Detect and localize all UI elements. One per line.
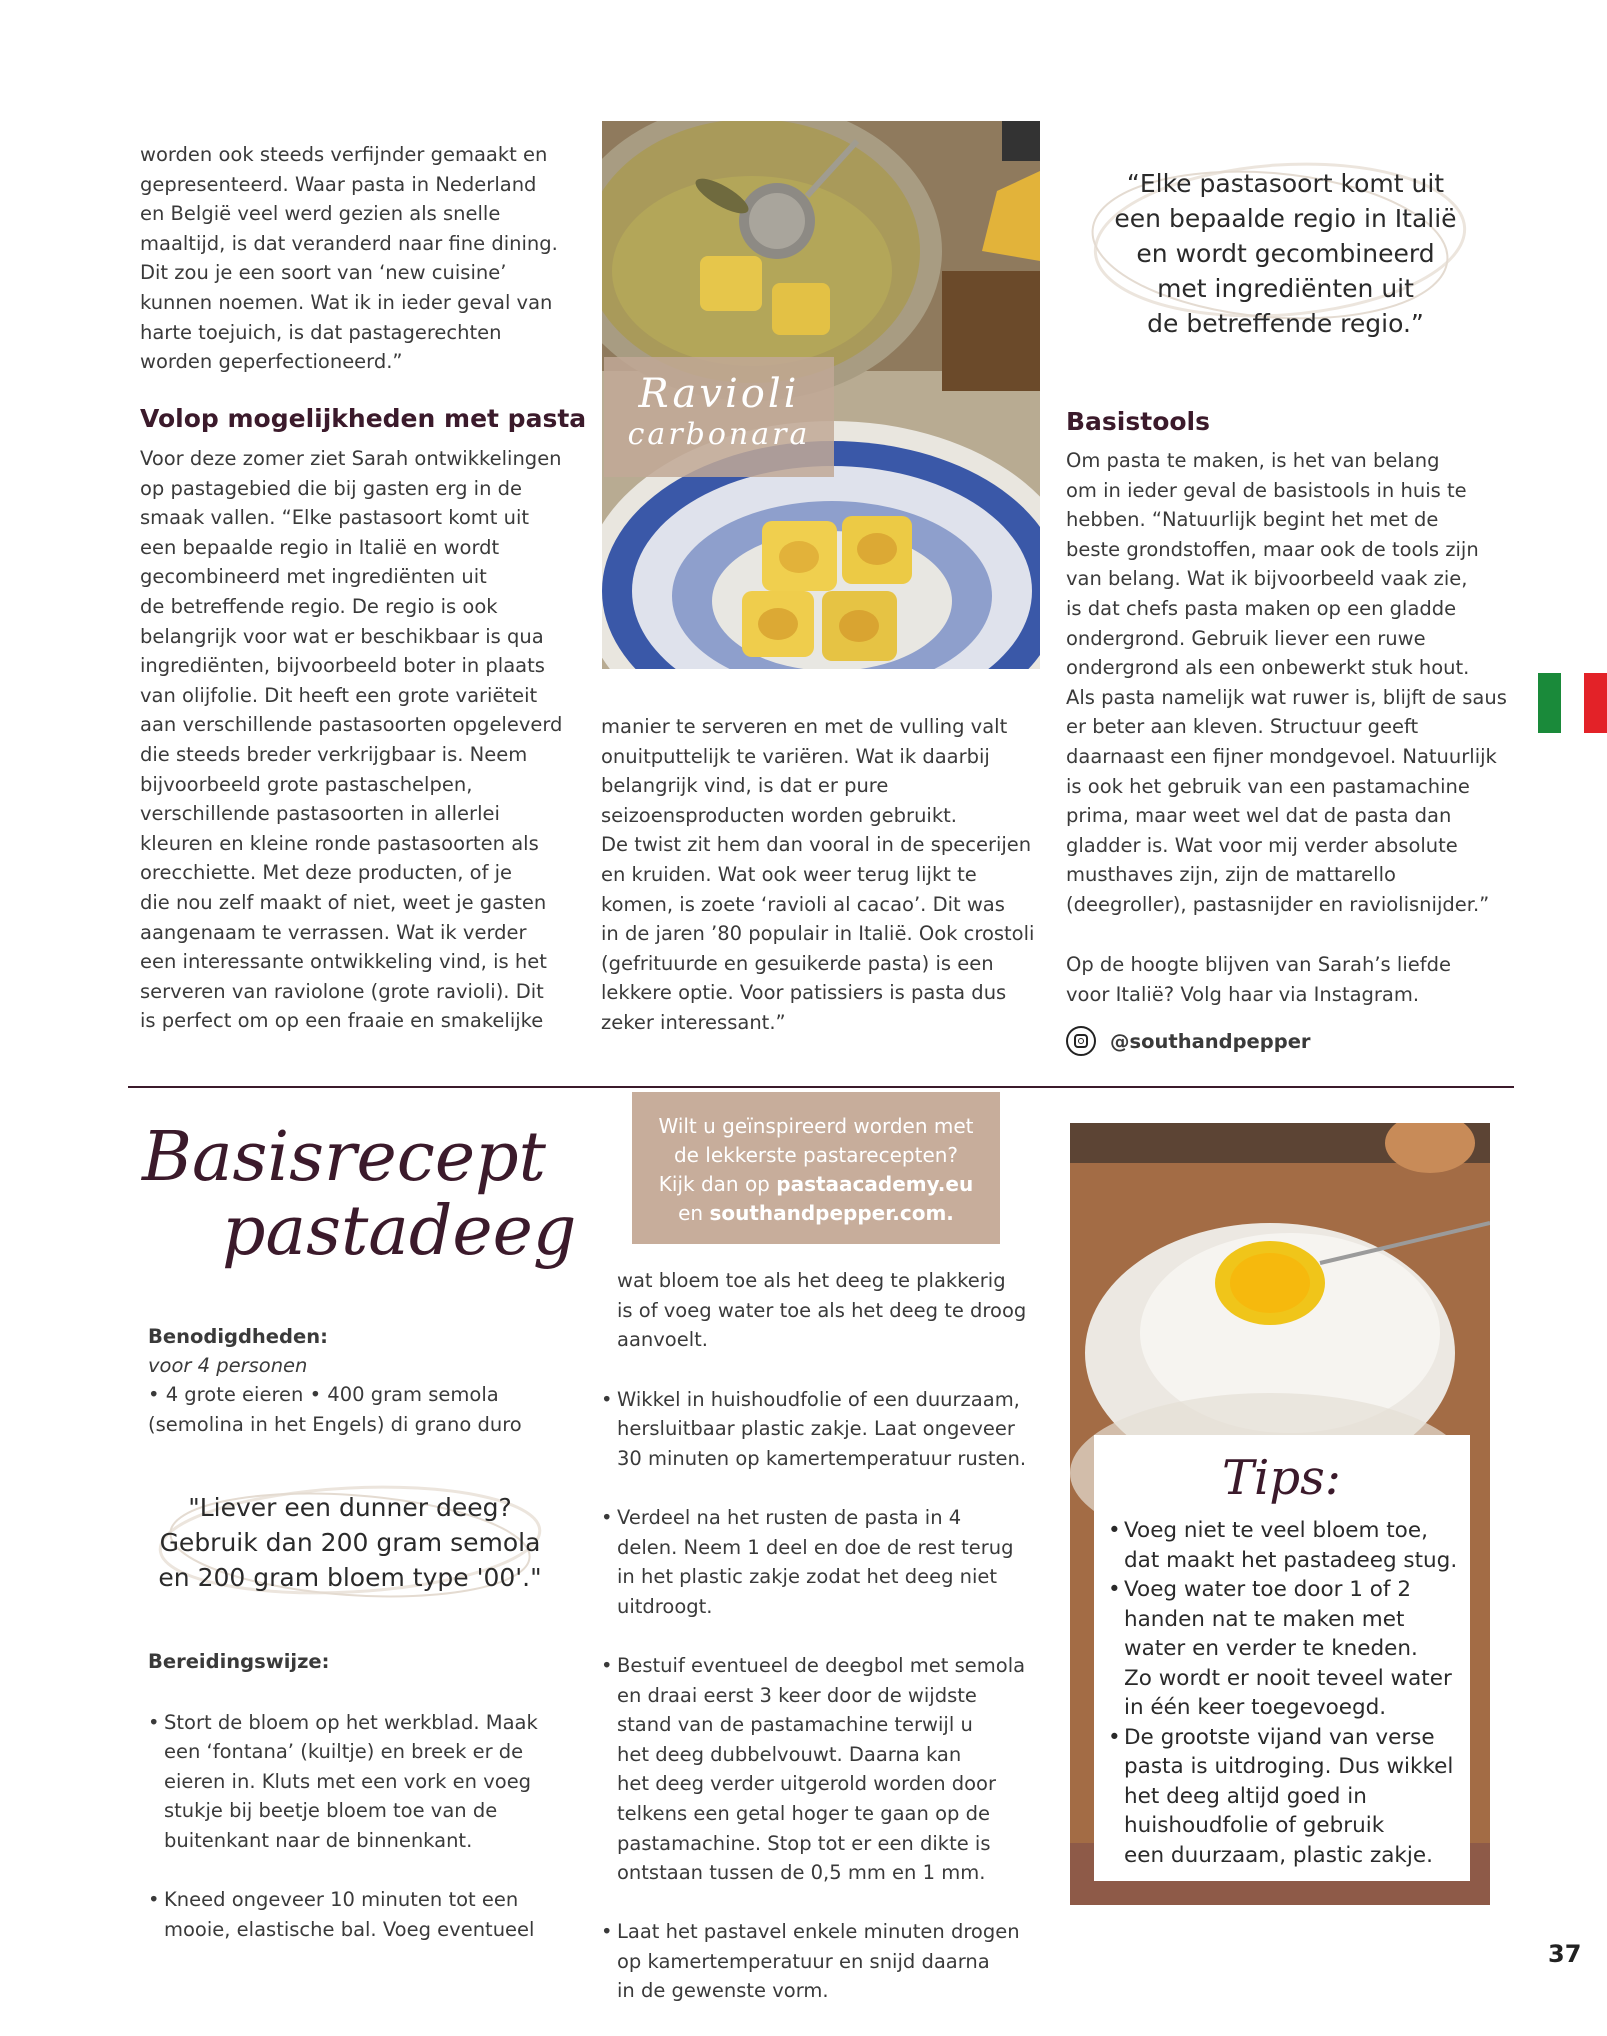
promo-line4 <box>632 1199 1000 1228</box>
col1-body: Voor deze zomer ziet Sarah ontwikkelingen op pastagebied die bij gasten erg in de smaak vallen. “Elke pastasoort komt uit een bepaalde regio in Italië en wordt gecombineerd met ingrediënten uit de betreffende regio. De regio is ook belangrijk voor wat er beschikbaar is qua ingrediënten, bijvoorbeeld boter in plaats van olijfolie. Dit heeft een grote variëteit aan verschillende pastasoorten opgeleverd die steeds breder verkrijgbaar is. Neem bijvoorbeeld grote pastaschelpen, verschillende pastasoorten in allerlei kleuren en kleine ronde pastasoorten als orecchiette. Met deze producten, of je die nou zelf maakt of niet, weet je gasten aangenaam te verrassen. Wat ik verder een interessante ontwikkeling vind, is het serveren van raviolone (grote ravioli). Dit is perfect om op een fraaie en smakelijke <box>140 447 563 1033</box>
col1-heading: Volop mogelijkheden met pasta <box>140 404 587 433</box>
tips-list <box>1108 1516 1468 1870</box>
section-divider <box>128 1086 1514 1088</box>
ravioli-caption-line1: Ravioli <box>638 371 800 417</box>
servings: voor 4 personen <box>148 1354 308 1377</box>
promo-line1: Wilt u geïnspireerd worden met <box>658 1114 974 1138</box>
promo-line3 <box>632 1170 1000 1199</box>
southandpepper-link[interactable]: southandpepper.com. <box>709 1201 954 1225</box>
ingredients: • 4 grote eieren • 400 gram semola (semolina in het Engels) di grano duro <box>148 1383 522 1436</box>
ravioli-caption-line2: carbonara <box>627 417 811 452</box>
recipe-quote: "Liever een dunner deeg? Gebruik dan 200 gram semola en 200 gram bloem type '00'." <box>158 1493 542 1592</box>
needs-heading: Benodigdheden: <box>148 1325 328 1348</box>
steps-continued: wat bloem toe als het deeg te plakkerig is of voeg water toe als het deeg te droog aanvoelt. <box>617 1269 1027 1352</box>
tip-item: • Voeg water toe door 1 of 2 handen nat te maken met water en verder te kneden. Zo wordt er nooit teveel water in één keer toegevoegd. <box>1108 1575 1468 1723</box>
step-item: • Verdeel na het rusten de pasta in 4 delen. Neem 1 deel en doe de rest terug in het plastic zakje zodat het deeg niet uitdroogt. <box>601 1503 1051 1621</box>
tip-item: • Voeg niet te veel bloem toe, dat maakt het pastadeeg stug. <box>1108 1516 1468 1575</box>
col3-body: Om pasta te maken, is het van belang om in ieder geval de basistools in huis te hebben. “Natuurlijk begint het met de beste grondstoffen, maar ook de tools zijn van belang. Wat ik bijvoorbeeld vaak zie, is dat chefs pasta maken op een gladde ondergrond. Gebruik liever een ruwe ondergrond als een onbewerkt stuk hout. Als pasta namelijk wat ruwer is, blijft de saus er beter aan kleven. Structuur geeft daarnaast een fijner mondgevoel. Natuurlijk is ook het gebruik van een pastamachine prima, maar weet wel dat de pasta dan gladder is. Wat voor mij verder absolute musthaves zijn, zijn de mattarello (deegroller), pastasnijder en raviolisnijder.” <box>1066 449 1507 916</box>
method-heading: Bereidingswijze: <box>148 1650 330 1673</box>
promo-line3-prefix: Kijk dan op <box>658 1172 777 1196</box>
ravioli-caption <box>604 357 834 477</box>
steps-right <box>601 1355 1051 2036</box>
step-item: • Laat het pastavel enkele minuten drogen op kamertemperatuur en snijd daarna in de gewenste vorm. <box>601 1917 1051 2006</box>
tips-title: Tips: <box>1222 1450 1341 1506</box>
step-item: • Wikkel in huishoudfolie of een duurzaam, hersluitbaar plastic zakje. Laat ongeveer 30 minuten op kamertemperatuur rusten. <box>601 1385 1051 1474</box>
step-item: • Bestuif eventueel de deegbol met semola en draai eerst 3 keer door de wijdste stand van de pastamachine terwijl u het deeg dubbelvouwt. Daarna kan het deeg verder uitgerold worden door telkens een getal hoger te gaan op de pastamachine. Stop tot er een dikte is ontstaan tussen de 0,5 mm en 1 mm. <box>601 1651 1051 1888</box>
col3-closing: Op de hoogte blijven van Sarah’s liefde voor Italië? Volg haar via Instagram. <box>1066 953 1451 1006</box>
page-number: 37 <box>1548 1940 1582 1968</box>
italian-flag <box>1538 673 1607 733</box>
instagram-label: @southandpepper <box>1110 1029 1311 1053</box>
recipe-title-line2: pastadeeg <box>222 1192 577 1271</box>
col2-body: manier te serveren en met de vulling valt onuitputtelijk te variëren. Wat ik daarbij belangrijk vind, is dat er pure seizoensproducten worden gebruikt. De twist zit hem dan vooral in de specerijen en kruiden. Wat ook weer terug lijkt te komen, is zoete ‘ravioli al cacao’. Dit was in de jaren ’80 populair in Italië. Ook crostoli (gefrituurde en gesuikerde pasta) is een lekkere optie. Voor patissiers is pasta dus zeker interessant.” <box>601 715 1035 1034</box>
step-item: • Kneed ongeveer 10 minuten tot een mooie, elastische bal. Voeg eventueel <box>148 1885 588 1944</box>
col1-intro: worden ook steeds verfijnder gemaakt en gepresenteerd. Waar pasta in Nederland en België veel werd gezien als snelle maaltijd, is dat veranderd naar fine dining. Dit zou je een soort van ‘new cuisine’ kunnen noemen. Wat ik in ieder geval van harte toejuich, is dat pastagerechten worden geperfectioneerd.” <box>140 143 558 374</box>
pastaacademy-link[interactable]: pastaacademy.eu <box>776 1172 974 1196</box>
tip-item: • De grootste vijand van verse pasta is uitdroging. Dus wikkel het deeg altijd goed in huishoudfolie of gebruik een duurzaam, plastic zakje. <box>1108 1723 1468 1871</box>
steps-left <box>148 1678 588 1974</box>
step-item: • Stort de bloem op het werkblad. Maak een ‘fontana’ (kuiltje) en breek er de eieren in. Kluts met een vork en voeg stukje bij beetje bloem toe van de buitenkant naar de binnenkant. <box>148 1708 588 1856</box>
col3-heading: Basistools <box>1066 407 1211 436</box>
col3-quote: “Elke pastasoort komt uit een bepaalde regio in Italië en wordt gecombineerd met ingrediënten uit de betreffende regio.” <box>1114 169 1457 338</box>
promo-line4-prefix: en <box>678 1201 710 1225</box>
promo-box <box>632 1092 1000 1244</box>
instagram-icon <box>1066 1026 1096 1056</box>
recipe-title-line1: Basisrecept <box>142 1118 546 1197</box>
instagram-handle[interactable] <box>1066 1024 1311 1058</box>
promo-line2: de lekkerste pastarecepten? <box>673 1143 959 1167</box>
